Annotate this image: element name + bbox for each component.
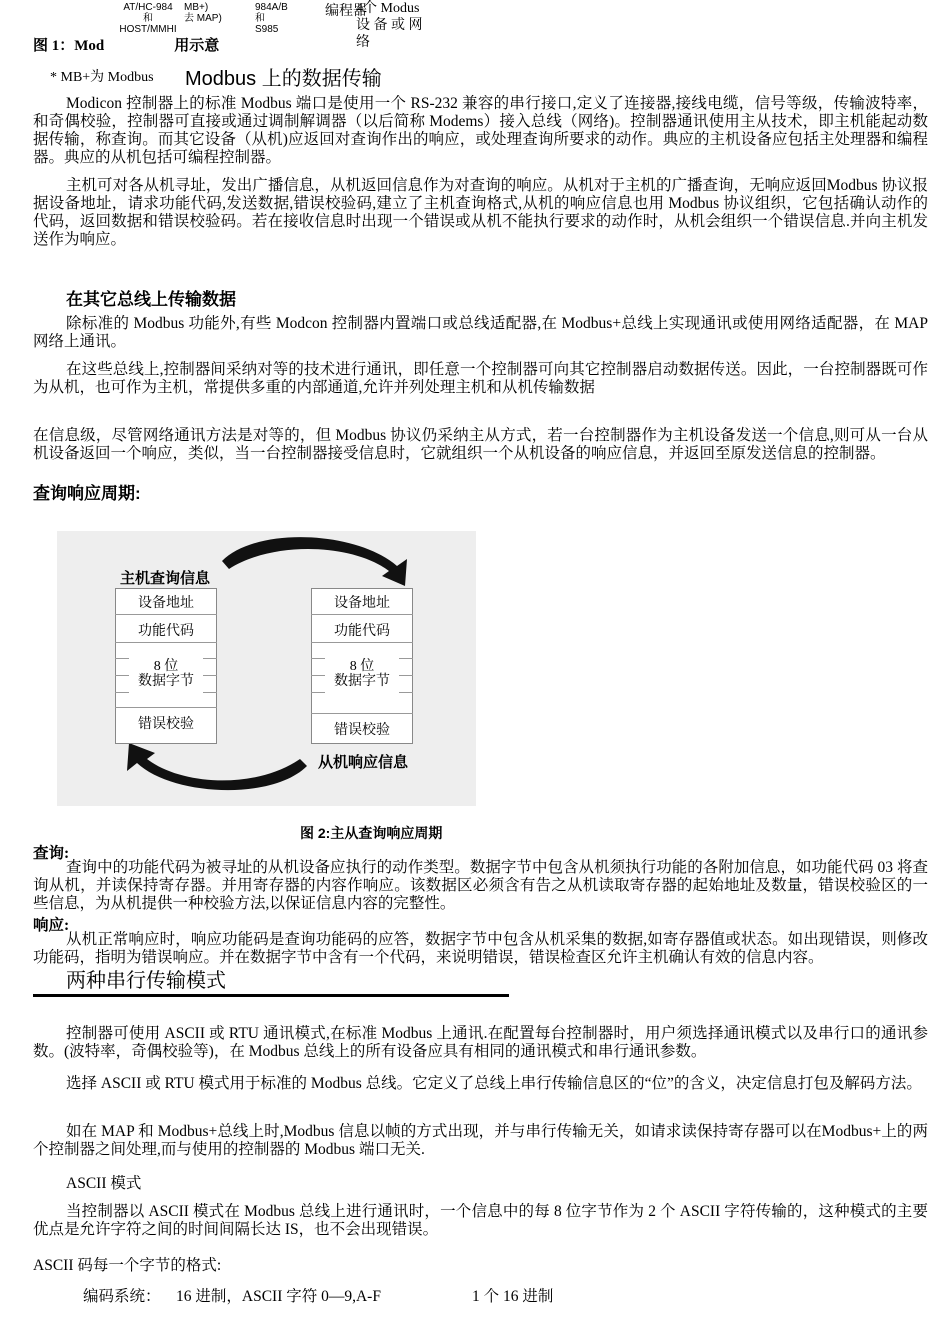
fig1-col3-line2: 和 <box>255 13 265 24</box>
query-response-diagram <box>57 531 476 806</box>
fig1-col3-line3: S985 <box>255 24 279 35</box>
master-query-label: 主机查询信息 <box>120 570 211 587</box>
paragraph-modbus-plus: 除标准的 Modbus 功能外,有些 Modcon 控制器内置端口或总线适配器,在 Modbus+总线上实现通讯或使用网络适配器，在 MAP 网络上通讯。 <box>33 315 928 350</box>
fig1-col2 <box>184 2 222 24</box>
encoding-label: 编码系统： <box>83 1288 161 1305</box>
heading-serial-modes: 两种串行传输模式 <box>66 970 226 992</box>
slave-cell-8bit: 8 位 <box>349 659 375 674</box>
paragraph-message-level: 在信息级，尽管网络通讯方法是对等的，但 Modbus 协议仍采纳主从方式，若一台控制器作为主机设备发送一个信息,则可从一台从机设备返回一个响应，类似，当一台控制器接受信息时，它就组织一个从机设备的响应信息，并返回至原发送信息的控制器。 <box>33 427 928 462</box>
slave-cell-checksum: 错误校验 <box>334 723 390 738</box>
serial-paragraph-1: 控制器可使用 ASCII 或 RTU 通讯模式,在标准 Modbus 上通讯.在配置每台控制器时，用户须选择通讯模式以及串行口的通讯参数。(波特率，奇偶校验等)，在 Modbus 总线上的所有设备应具有相同的通讯模式和串行通讯参数。 <box>33 1025 928 1060</box>
heading-underline <box>33 994 509 997</box>
fig1-col5-line3: 络 <box>356 35 370 50</box>
encoding-value: 16 进制，ASCII 字符 0—9,A-F <box>176 1288 381 1305</box>
fig1-col1-line1: AT/HC-984 <box>123 2 173 13</box>
ascii-mode-title: ASCII 模式 <box>66 1175 142 1192</box>
fig1-col2-line2: 去 MAP) <box>184 13 222 24</box>
serial-paragraph-4: 当控制器以 ASCII 模式在 Modbus 总线上进行通讯时，一个信息中的每 8 位字节作为 2 个 ASCII 字符传输的，这种模式的主要优点是允许字符之间的时间间隔长达 IS，也不会出现错误。 <box>33 1203 928 1238</box>
query-text: 查询中的功能代码为被寻址的从机设备应执行的动作类型。数据字节中包含从机须执行功能的各附加信息，如功能代码 03 将查询从机，并读保持寄存器。并用寄存器的内容作响应。该数据区必须含有告之从机读取寄存器的起始地址及数量，错误校验区的一些信息，为从机提供一种校验方法,以保证信息内容的完整性。 <box>33 859 928 912</box>
fig1-note-text: * MB+为 Modbus <box>50 70 154 85</box>
fig1-col5-line1: 4个 Modus <box>356 1 420 16</box>
paragraph-master-slave: 主机可对各从机寻址，发出广播信息，从机返回信息作为对查询的响应。从机对于主机的广播查询，无响应返回Modbus 协议报据设备地址，请求功能代码,发送数据,错误校验码,建立了主机查询格式,从机的响应信息也用 Modbus 协议组织，它包括确认动作的代码，返回数据和错误校验码。若在接收信息时出现一个错误或从机不能执行要求的动作时，从机会组织一个错误信息.并向主机发送作为响应。 <box>33 177 928 248</box>
response-text: 从机正常响应时，响应功能码是查询功能码的应答，数据字节中包含从机采集的数据,如寄存器值或状态。如出现错误，则修改功能码，指明为错误响应。并在数据字节中含有一个代码，来说明错误，错误检查区允许主机确认有效的信息内容。 <box>33 931 928 966</box>
slave-cell-function: 功能代码 <box>334 624 390 639</box>
heading-other-bus: 在其它总线上传输数据 <box>66 290 236 309</box>
master-cell-function: 功能代码 <box>138 624 194 639</box>
fig1-caption <box>33 34 219 55</box>
master-cell-address: 设备地址 <box>138 596 194 611</box>
arrow-bottom-icon <box>127 743 307 790</box>
fig1-note <box>50 66 154 86</box>
heading-query-cycle: 查询响应周期: <box>33 484 141 503</box>
slave-cell-address: 设备地址 <box>334 596 390 611</box>
arrow-top-icon <box>222 537 407 586</box>
master-cell-data: 数据字节 <box>138 674 194 689</box>
fig1-col1-line2: 和 <box>143 13 153 24</box>
response-label: 响应: <box>33 917 70 934</box>
fig1-col5-line2: 设 备 或 网 <box>356 18 423 33</box>
fig1-col1-line3: HOST/MMHI <box>119 24 177 35</box>
fig1-caption-start: 图 1：Mod <box>33 38 105 54</box>
fig1-col3-line1: 984A/B <box>255 2 288 13</box>
fig1-col4: 编程器 <box>325 4 367 19</box>
fig1-col1 <box>118 2 178 35</box>
paragraph-peer-to-peer: 在这些总线上,控制器间采纳对等的技术进行通讯，即任意一个控制器可向其它控制器启动数据传送。因此，一台控制器既可作为从机，也可作为主机，常提供多重的内部通道,允许并列处理主机和从机传输数据 <box>33 361 928 396</box>
fig1-col2-line1: MB+) <box>184 2 209 13</box>
encoding-value-2: 1 个 16 进制 <box>472 1288 554 1305</box>
serial-paragraph-2: 选择 ASCII 或 RTU 模式用于标准的 Modbus 总线。它定义了总线上串行传输信息区的“位”的含义，决定信息打包及解码方法。 <box>66 1075 922 1092</box>
paragraph-modbus-port: Modicon 控制器上的标准 Modbus 端口是使用一个 RS-232 兼容的串行接口,定义了连接器,接线电缆，信号等级，传输波特率，和奇偶校验，控制器可直接或通过调制解调器（以后简称 Modems）接入总线（网络)。控制器通讯使用主从技术，即主机能起动数据传输，称查询。而其它设备（从机)应返回对查询作出的响应，或处理查询所要求的动作。典应的主机设备应包括主处理器和编程器。典应的从机包括可编程控制器。 <box>33 95 928 166</box>
fig1-col5 <box>356 0 423 51</box>
slave-response-label: 从机响应信息 <box>318 754 409 771</box>
serial-paragraph-5: ASCII 码每一个字节的格式: <box>33 1257 222 1274</box>
fig1-caption-rest: 用示意 <box>174 38 220 54</box>
serial-paragraph-3: 如在 MAP 和 Modbus+总线上时,Modbus 信息以帧的方式出现，并与串行传输无关，如请求读保持寄存器可以在Modbus+上的两个控制器之间处理,而与使用的控制器的 Modbus 端口无关. <box>33 1123 928 1158</box>
section-heading-modbus: Modbus 上的数据传输 <box>185 68 382 90</box>
fig2-caption: 图 2:主从查询响应周期 <box>300 825 443 841</box>
master-cell-checksum: 错误校验 <box>138 717 194 732</box>
master-cell-8bit: 8 位 <box>153 659 179 674</box>
query-label: 查询: <box>33 845 70 862</box>
fig1-col3 <box>255 2 288 35</box>
slave-cell-data: 数据字节 <box>334 674 390 689</box>
